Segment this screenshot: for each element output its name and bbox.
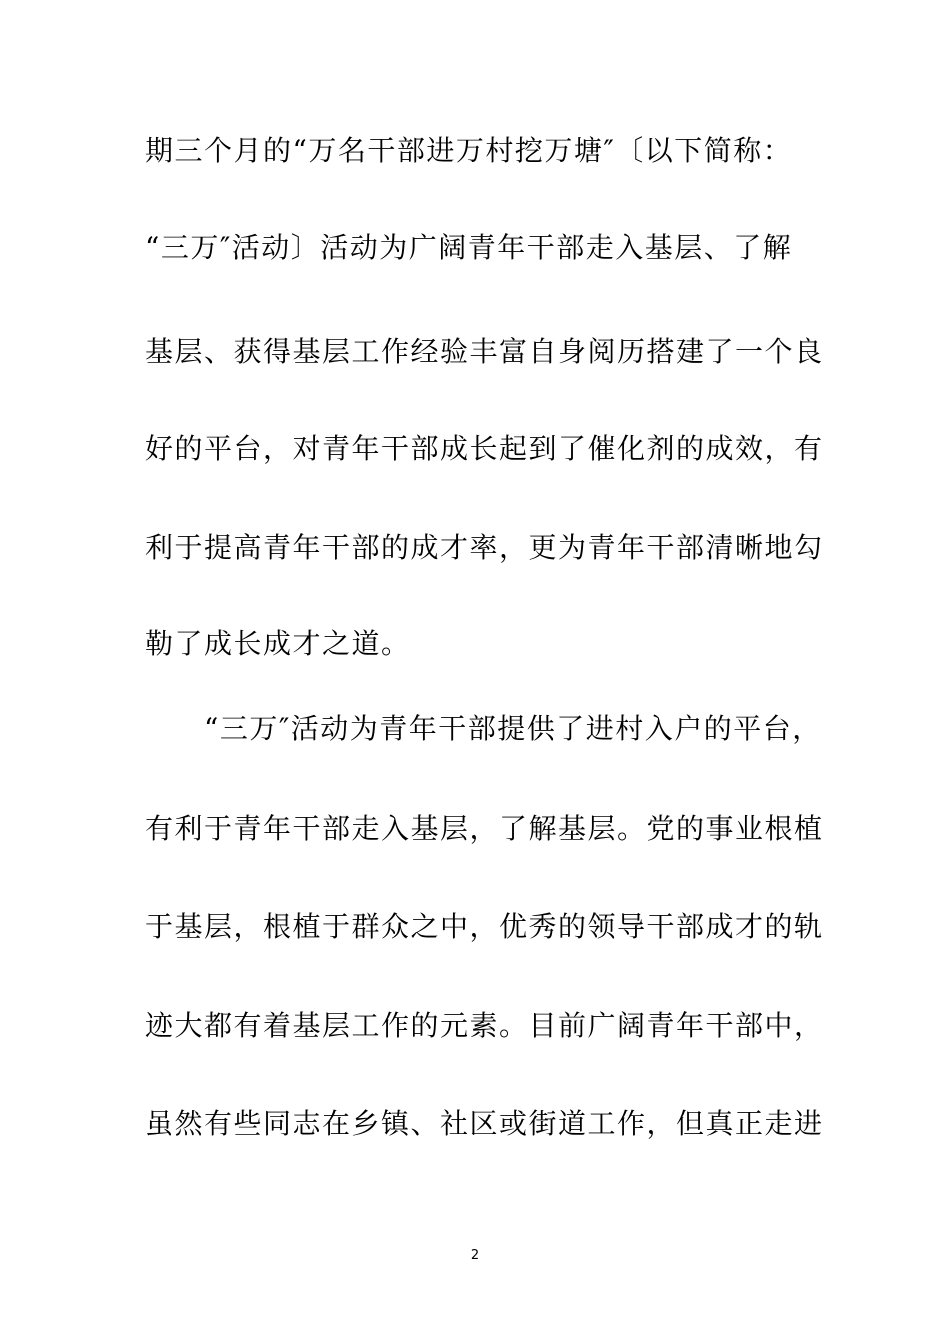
text-line: 利于提高青年干部的成才率，更为青年干部清晰地勾 xyxy=(145,531,824,564)
text-line: “三万″活动为青年干部提供了进村入户的平台， xyxy=(145,712,822,745)
text-line: 基层、获得基层工作经验丰富自身阅历搭建了一个良 xyxy=(145,335,824,368)
page-number: 2 xyxy=(470,1248,480,1263)
text-line: “三万″活动〕活动为广阔青年干部走入基层、了解 xyxy=(145,231,793,264)
text-line: 期三个月的“万名干部进万村挖万塘″〔以下简称： xyxy=(145,134,793,167)
text-line: 好的平台，对青年干部成长起到了催化剂的成效，有 xyxy=(145,432,824,465)
text-line: 虽然有些同志在乡镇、社区或街道工作，但真正走进 xyxy=(145,1107,824,1140)
text-line: 迹大都有着基层工作的元素。目前广阔青年干部中， xyxy=(145,1009,824,1042)
text-line: 有利于青年干部走入基层，了解基层。党的事业根植 xyxy=(145,812,824,845)
text-line: 于基层，根植于群众之中，优秀的领导干部成才的轨 xyxy=(145,910,824,943)
text-line: 勒了成长成才之道。 xyxy=(145,627,411,660)
